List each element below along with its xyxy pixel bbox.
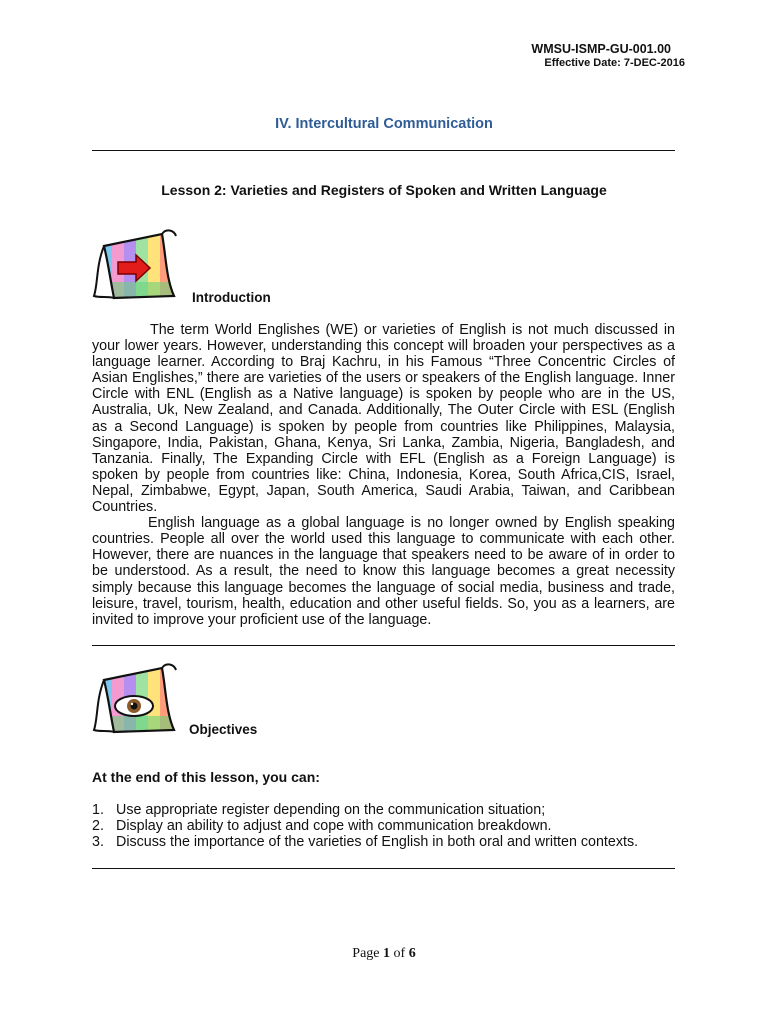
eye-banner-icon [92,660,184,734]
section-title: IV. Intercultural Communication [275,116,493,132]
list-text: Use appropriate register depending on the communication situation; [116,802,546,818]
lesson-title: Lesson 2: Varieties and Registers of Spoken and Written Language [161,182,607,198]
divider [92,150,675,151]
introduction-body [92,322,675,628]
introduction-paragraph-2: English language as a global language is no longer owned by English speaking countries. People all over the world used this language to communicate with each other. However, there are nuances in the language that speakers need to be aware of in order to be understood. As a result, the need to know this language becomes a great necessity simply because this language becomes the language of social media, business and trade, leisure, travel, tourism, health, education and other useful fields. So, you as a learners, are invited to improve your proficient use of the language. [92,515,675,628]
list-item [92,818,638,834]
introduction-heading: Introduction [192,290,271,305]
list-item [92,802,638,818]
document-code: WMSU-ISMP-GU-001.00 [531,42,671,56]
objectives-list [92,802,638,850]
list-number: 1. [92,802,104,818]
page-number-footer [0,946,768,962]
objectives-lead: At the end of this lesson, you can: [92,769,320,785]
of-word: of [393,946,406,961]
list-number: 3. [92,834,104,850]
divider [92,868,675,869]
effective-date: Effective Date: 7-DEC-2016 [544,57,685,69]
page-word: Page [352,946,380,961]
list-item [92,834,638,850]
list-text: Display an ability to adjust and cope with communication breakdown. [116,818,552,834]
list-number: 2. [92,818,104,834]
page-current: 1 [383,946,391,961]
objectives-heading: Objectives [189,722,258,737]
list-text: Discuss the importance of the varieties of English in both oral and written contexts. [116,834,639,850]
arrow-banner-icon [92,226,184,300]
divider [92,645,675,646]
introduction-paragraph-1: The term World Englishes (WE) or varieties of English is not much discussed in your lower years. However, understanding this concept will broaden your perspectives as a language learner. According to Braj Kachru, in his Famous “Three Concentric Circles of Asian Englishes,” there are varieties of the users or speakers of the English language. Inner Circle with ENL (English as a Native language) is spoken by people who are in the US, Australia, Uk, New Zealand, and Canada. Additionally, The Outer Circle with ESL (English as a Second Language) is spoken by people from countries like Philippines, Malaysia, Singapore, India, Pakistan, Ghana, Kenya, Sri Lanka, Zambia, Nigeria, Bangladesh, and Tanzania. Finally, The Expanding Circle with EFL (English as a Foreign Language) is spoken by people from countries like: China, Indonesia, Korea, South Africa,CIS, Israel, Nepal, Zimbabwe, Egypt, Japan, South America, Saudi Arabia, Taiwan, and Caribbean Countries. [92,322,675,516]
page-total: 6 [408,946,416,961]
